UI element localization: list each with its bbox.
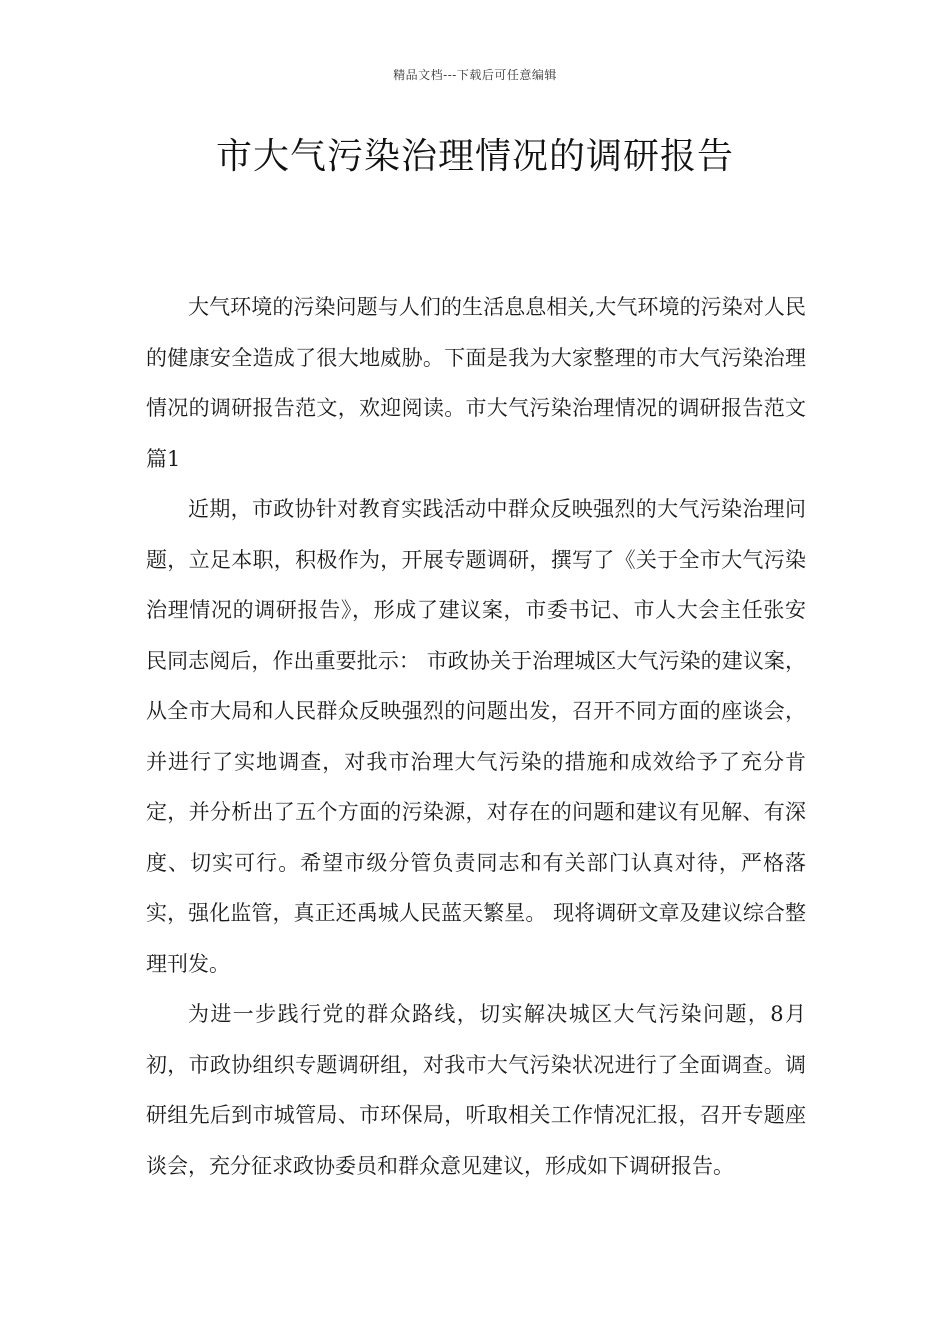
body-paragraph-3: 为进一步践行党的群众路线，切实解决城区大气污染问题，8月初，市政协组织专题调研组，对我市大气污染状况进行了全面调查。调研组先后到市城管局、市环保局，听取相关工作情况汇报，召开专题座谈会，充分征求政协委员和群众意见建议，形成如下调研报告。 — [146, 1002, 806, 1178]
header-note: 精品文档---下载后可任意编辑 — [393, 68, 557, 82]
body-paragraph-1: 大气环境的污染问题与人们的生活息息相关,大气环境的污染对人民的健康安全造成了很大地威胁。下面是我为大家整理的市大气污染治理情况的调研报告范文，欢迎阅读。市大气污染治理情况的调研报告范文篇1 — [146, 295, 806, 471]
document-body — [146, 282, 806, 1191]
document-title: 市大气污染治理情况的调研报告 — [215, 136, 734, 177]
body-paragraph-2: 近期，市政协针对教育实践活动中群众反映强烈的大气污染治理问题，立足本职，积极作为，开展专题调研，撰写了《关于全市大气污染治理情况的调研报告》，形成了建议案，市委书记、市人大会主任张安民同志阅后，作出重要批示： 市政协关于治理城区大气污染的建议案，从全市大局和人民群众反映强烈的问题出发，召开不同方面的座谈会，并进行了实地调查，对我市治理大气污染的措施和成效给予了充分肯定，并分析出了五个方面的污染源，对存在的问题和建议有见解、有深度、切实可行。希望市级分管负责同志和有关部门认真对待，严格落实，强化监管，真正还禹城人民蓝天繁星。 现将调研文章及建议综合整理刊发。 — [146, 497, 806, 976]
